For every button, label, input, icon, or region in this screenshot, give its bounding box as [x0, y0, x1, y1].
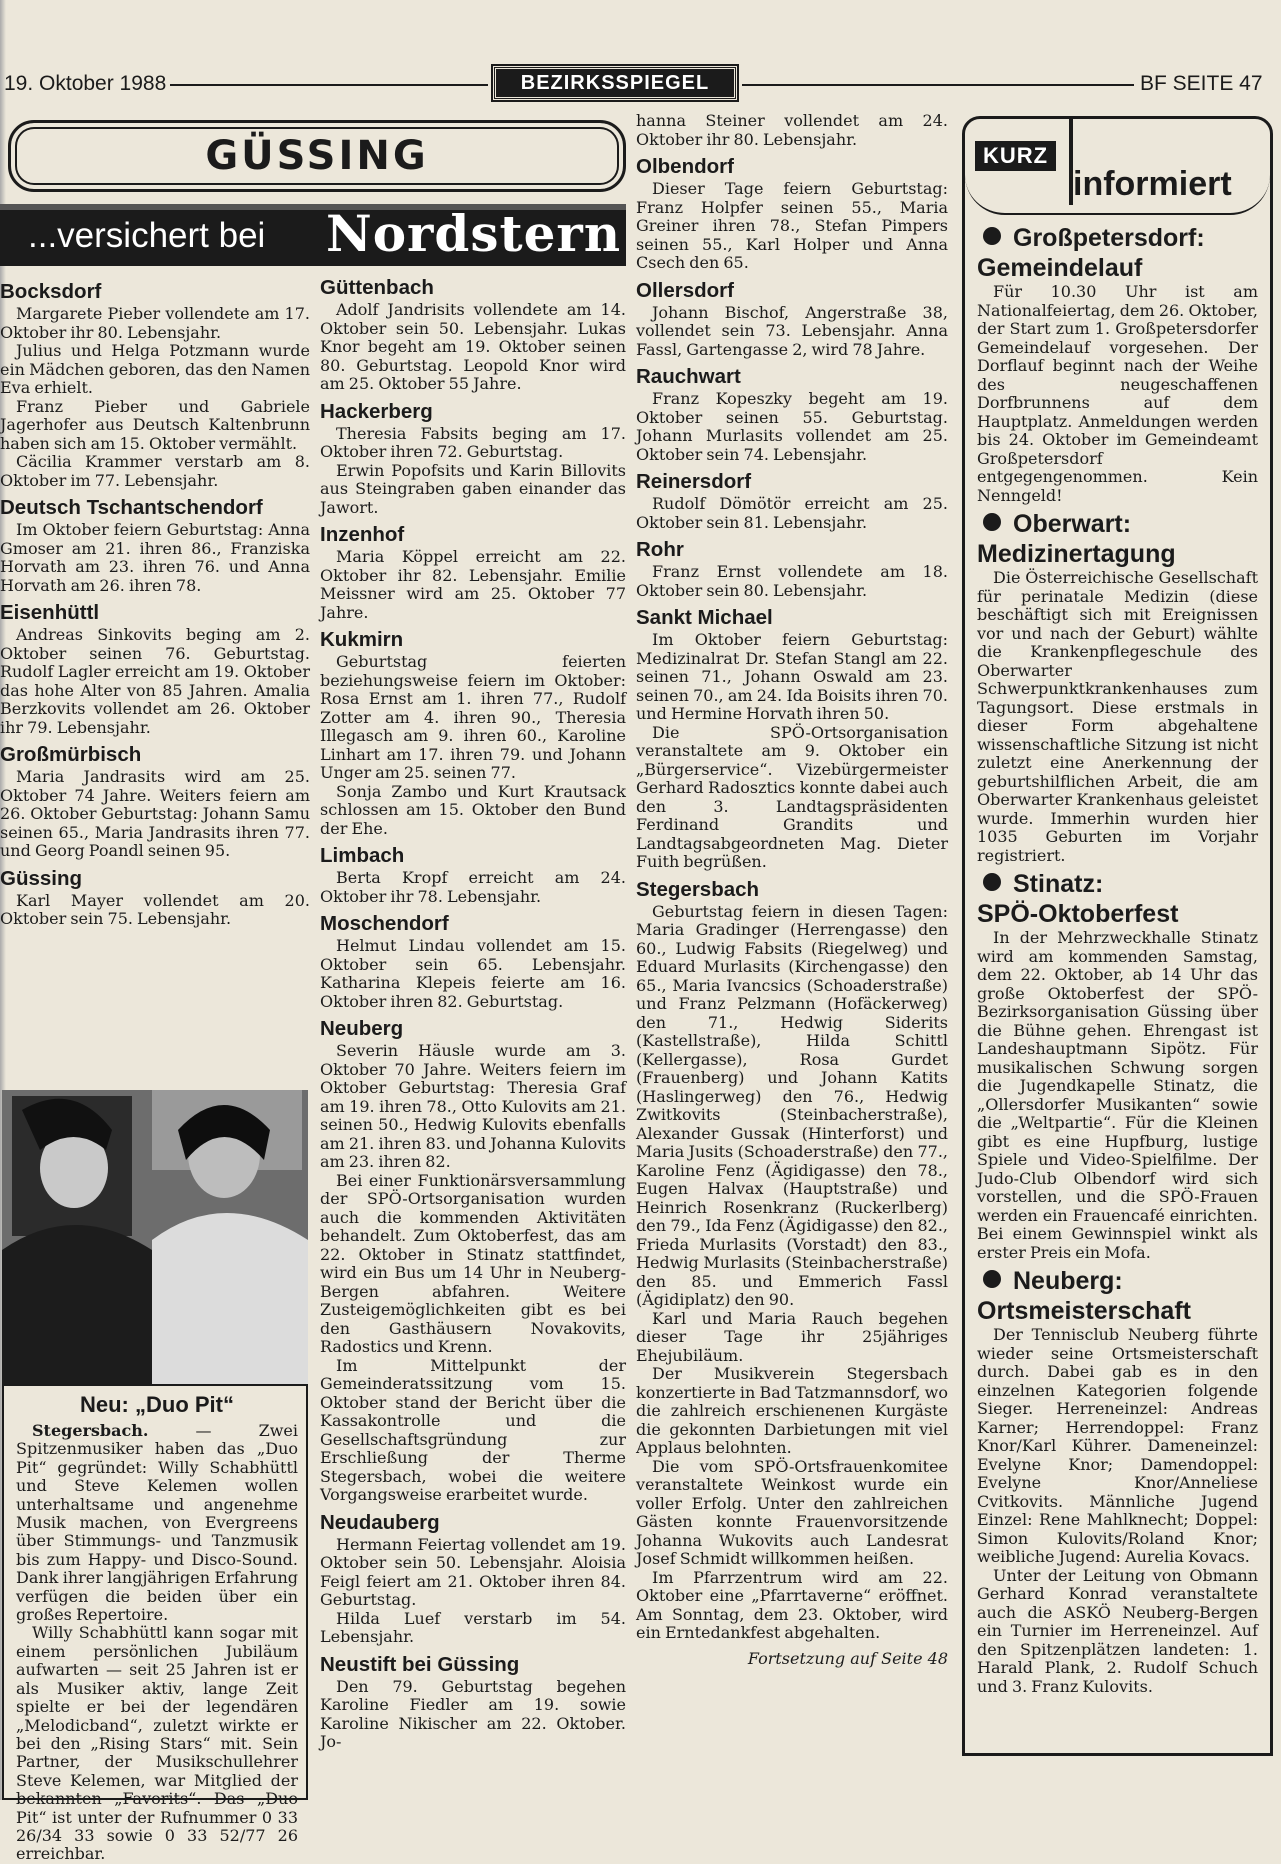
- kurz-item-topic: SPÖ-Oktoberfest: [977, 900, 1179, 928]
- kurz-item-heading: [977, 869, 1258, 929]
- rule: [170, 84, 488, 86]
- caption-paragraph: [16, 1422, 298, 1624]
- caption-dateline: Stegersbach.: [32, 1421, 149, 1440]
- article-paragraph: Severin Häusle wurde am 3. Oktober 70 Jahre. Weiters feiern im Oktober Geburtstag: Theresia Graf am 19. ihren 78., Otto Kulovits am 21. seinen 50., Hedwig Kulovits ebenfalls am 21. ihren 83. und Johanna Kulovits am 23. ihren 82.: [320, 1041, 626, 1171]
- kurz-item-heading: [977, 223, 1258, 283]
- kurz-informiert-column: [962, 116, 1273, 1756]
- kurz-item-topic: Medizinertagung: [977, 540, 1176, 568]
- kurz-title: informiert: [1073, 165, 1232, 203]
- column-1-articles: [0, 274, 310, 974]
- caption-paragraph: [16, 1624, 298, 1863]
- article-paragraph: Franz Kopeszky begeht am 19. Oktober seinen 55. Geburtstag. Johann Murlasits vollendet am 25. Oktober sein 74. Lebensjahr.: [636, 389, 948, 464]
- caption-text: — Zwei Spitzenmusiker haben das „Duo Pit“ gegründet: Willy Schabhüttl und Steve Kelemen wollen unterhaltsame und angenehme Musik machen, von Evergreens über Stimmungs- und Tanzmusik bis zum Happy- und Disco-Sound. Dank ihrer langjährigen Erfahrung verfügen die beiden über ein großes Repertoire.: [16, 1421, 298, 1625]
- article-paragraph: Cäcilia Krammer verstarb am 8. Oktober im 77. Lebensjahr.: [0, 452, 310, 490]
- column-2: [320, 270, 626, 1790]
- kurz-paragraph: Die Österreichische Gesellschaft für perinatale Medizin (diese beschäftigt sich mit Ereignissen vor und nach der Geburt) wählte die Krankenpflegeschule des Oberwarter Schwerpunktkrankenhauses zum Tagungsort. Diese erstmals in dieser Form abgehaltene wissenschaftliche Sitzung ist nicht zuletzt eine Anerkennung der geburtshilflichen Arbeit, die am Oberwarter Krankenhaus geleistet wurde. Immerhin wurden hier 1035 Geburten im Vorjahr registriert.: [977, 568, 1258, 865]
- kurz-paragraph: Der Tennisclub Neuberg führte wieder seine Ortsmeisterschaft durch. Dabei gab es in den einzelnen Kategorien folgende Sieger. Herreneinzel: Andreas Karner; Herrendoppel: Franz Knor/Karl Kührer. Dameneinzel: Evelyne Knor; Damendoppel: Evelyne Knor/Anneliese Cvitkovits. Männliche Jugend Einzel: Rene Mahlknecht; Doppel: Simon Kulovits/Roland Knor; weibliche Jugend: Aurelia Kovacs.: [977, 1325, 1258, 1566]
- bullet-icon: [983, 227, 1001, 245]
- article-heading: Ollersdorf: [636, 278, 734, 302]
- kurz-item-topic: Ortsmeisterschaft: [977, 1297, 1191, 1325]
- rule: [742, 84, 1134, 86]
- ad-lead: ...versichert bei: [28, 216, 266, 255]
- issue-date: 19. Oktober 1988: [4, 72, 167, 95]
- caption-text: Willy Schabhüttl kann sogar mit einem persönlichen Jubiläum aufwarten — seit 25 Jahren ist er als Musiker aktiv, lange Zeit spielte er bei der legendären „Melodicband“, zuletzt wirkte er bei den „Rising Stars“ mit. Sein Partner, der Musikschullehrer Steve Kelemen, war Mitglied der bekannten „Favorits“. Das „Duo Pit“ ist unter der Rufnummer 0 33 26/34 33 sowie 0 33 52/77 26 erreichbar.: [16, 1623, 298, 1864]
- kurz-header: [965, 119, 1270, 215]
- article-heading: Limbach: [320, 844, 405, 867]
- article-paragraph: Berta Kropf erreicht am 24. Oktober ihr 78. Lebensjahr.: [320, 868, 626, 906]
- article-heading: Stegersbach: [636, 877, 760, 901]
- article-heading: Olbendorf: [636, 155, 734, 178]
- article-heading: Hackerberg: [320, 399, 433, 423]
- town-title: GÜSSING: [205, 133, 429, 179]
- kurz-item-place: Neuberg:: [1013, 1267, 1123, 1295]
- kurz-body: [977, 223, 1258, 1696]
- photo-caption: [2, 1384, 308, 1864]
- article-paragraph: Sonja Zambo und Kurt Krautsack schlossen am 15. Oktober den Bund der Ehe.: [320, 781, 626, 838]
- article-paragraph: Franz Pieber und Gabriele Jagerhofer aus Deutsch Kaltenbrunn haben sich am 15. Oktober vermählt.: [0, 396, 310, 453]
- article-heading: Großmürbisch: [0, 743, 142, 766]
- kurz-paragraph: Für 10.30 Uhr ist am Nationalfeiertag, dem 26. Oktober, der Start zum 1. Großpetersdorfer Gemeindelauf vorgesehen. Der Dorflauf beginnt nach der Weihe des neugeschaffenen Dorfbrunnens auf dem Hauptplatz. Anmeldungen werden bis 24. Oktober im Gemeindeamt Großpetersdorf entgegengenommen. Kein Nenngeld!: [977, 282, 1258, 505]
- article-paragraph: Im Oktober feiern Geburtstag: Anna Gmoser am 21. ihren 86., Franziska Horvath am 23. ihren 76. und Anna Horvath am 26. ihren 78.: [0, 520, 310, 595]
- caption-body: [16, 1422, 298, 1864]
- article-paragraph: Hermann Feiertag vollendet am 19. Oktober sein 50. Lebensjahr. Aloisia Feigl feiert am 21. Oktober ihren 84. Geburtstag.: [320, 1534, 626, 1609]
- article-heading: Rohr: [636, 538, 684, 561]
- kurz-item-heading: [977, 1266, 1258, 1326]
- town-title-box: [8, 120, 626, 192]
- article-paragraph: Dieser Tage feiern Geburtstag: Franz Holpfer seinen 55., Maria Greiner ihren 78., Stefan Pimpers seinen 55., Karl Holper und Anna Csech den 65.: [636, 179, 948, 272]
- article-paragraph: Julius und Helga Potzmann wurde ein Mädchen geboren, das den Namen Eva erhielt.: [0, 341, 310, 397]
- article-paragraph: Bei einer Funktionärsversammlung der SPÖ-Ortsorganisation wurden auch die kommenden Aktivitäten behandelt. Zum Oktoberfest, das am 22. Oktober in Stinatz stattfindet, wird ein Bus um 14 Uhr in Neuberg-Bergen abfahren. Weitere Zusteigemöglichkeiten gibt es bei den Gasthäusern Novakovits, Radostics und Krenn.: [320, 1170, 626, 1356]
- duo-pit-photo: [2, 1090, 308, 1384]
- nordstern-ad: [0, 204, 626, 266]
- ad-brand: Nordstern: [326, 204, 622, 263]
- article-heading: Eisenhüttl: [0, 601, 100, 624]
- masthead: [0, 66, 1281, 106]
- article-heading: Inzenhof: [320, 523, 405, 546]
- bullet-icon: [983, 873, 1001, 891]
- article-paragraph: Geburtstag feiern in diesen Tagen: Maria Gradinger (Herrengasse) den 60., Ludwig Fabsits (Riegelweg) und Eduard Murlasits (Kirchengasse) den 65., Maria Ivancsics (Schoaderstraße) und Franz Pelzmann (Hofäckerweg) den 71., Hedwig Siderits (Kastellstraße), Hilda Schittl (Kellergasse), Rosa Gurdet (Frauenberg) und Johann Katits (Haslingerweg) den 76., Hedwig Zwitkovits (Steinbacherstraße), Alexander Gussak (Hinterforst) und Maria Jusits (Schoaderstraße) den 77., Karoline Fenz (Ägidigasse) den 78., Eugen Halvax (Hauptstraße) und Heinrich Rosenkranz (Ruckerlberg) den 79., Ida Fenz (Ägidigasse) den 82., Frieda Murlasits (Vorstadt) den 83., Hedwig Murlasits (Steinbacherstraße) den 85. und Emmerich Fassl (Ägidiplatz) den 90.: [636, 901, 948, 1309]
- bullet-icon: [983, 1270, 1001, 1288]
- photo-illustration: [2, 1090, 308, 1384]
- bullet-icon: [983, 513, 1001, 531]
- article-heading: Kukmirn: [320, 628, 404, 651]
- article-heading: Bocksdorf: [0, 280, 102, 303]
- kurz-informiert-box: [962, 116, 1273, 1756]
- article-paragraph: Helmut Lindau vollendet am 15. Oktober sein 65. Lebensjahr. Katharina Klepeis feierte am 16. Oktober ihren 82. Geburtstag.: [320, 936, 626, 1011]
- article-paragraph: Adolf Jandrisits vollendete am 14. Oktober sein 50. Lebensjahr. Lukas Knor begeht am 19. Oktober seinen 80. Geburtstag. Leopold Knor wird am 25. Oktober 55 Jahre.: [320, 300, 626, 393]
- page-number: BF SEITE 47: [1140, 72, 1263, 95]
- article-paragraph: Im Pfarrzentrum wird am 22. Oktober eine „Pfarrtaverne“ eröffnet. Am Sonntag, dem 23. Oktober, wird ein Erntedankfest abgehalten.: [636, 1567, 948, 1642]
- article-heading: Neuberg: [320, 1017, 404, 1040]
- article-paragraph: Geburtstag feierten beziehungsweise feiern im Oktober: Rosa Ernst am 1. ihren 77., Rudolf Zotter am 4. ihren 90., Theresia Illegasch am 9. ihren 60., Karoline Linhart am 17. ihren 79. und Johann Unger am 25. seinen 77.: [320, 652, 626, 782]
- kurz-paragraph: In der Mehrzweckhalle Stinatz wird am kommenden Samstag, dem 22. Oktober, ab 14 Uhr das große Oktoberfest der SPÖ-Bezirksorganisation Güssing über die Bühne gehen. Ehrengast ist Landeshauptmann Sipötz. Für musikalischen Schwung sorgen die Jugendkapelle Stinatz, die „Ollersdorfer Musikanten“ sowie die „Weltpartie“. Für die Kleinen gibt es eine Hupfburg, lustige Spiele und Video-Spielfilme. Der Judo-Club Olbendorf wird sich vorstellen, und die SPÖ-Frauen werden ein Frauencafé einrichten. Bei einem Gewinnspiel winkt als erster Preis ein Mofa.: [977, 928, 1258, 1262]
- kurz-item-place: Oberwart:: [1013, 510, 1132, 538]
- article-paragraph: Franz Ernst vollendete am 18. Oktober sein 80. Lebensjahr.: [636, 562, 948, 600]
- article-paragraph: hanna Steiner vollendet am 24. Oktober ihr 80. Lebensjahr.: [636, 111, 948, 149]
- caption-title: Neu: „Duo Pit“: [80, 1392, 234, 1417]
- article-paragraph: Den 79. Geburtstag begehen Karoline Fiedler am 19. sowie Karoline Nikischer am 22. Oktober. Jo-: [320, 1676, 626, 1751]
- section-title: BEZIRKSSPIEGEL: [493, 66, 737, 100]
- kurz-paragraph: Unter der Leitung von Obmann Gerhard Konrad veranstaltete auch die ASKÖ Neuberg-Bergen ein Turnier im Herreneinzel. Auf den Spitzenplätzen landeten: 1. Harald Plank, 2. Rudolf Schuch und 3. Franz Kulovits.: [977, 1565, 1258, 1696]
- article-paragraph: Theresia Fabsits beging am 17. Oktober ihren 72. Geburtstag.: [320, 423, 626, 461]
- article-heading: Sankt Michael: [636, 606, 773, 629]
- article-paragraph: Die SPÖ-Ortsorganisation veranstaltete am 9. Oktober ein „Bürgerservice“. Vizebürgermeister Gerhard Radosztics konnte dabei auch den 3. Landtagspräsidenten Ferdinand Grandits und Landtagsabgeordneten Mag. Dieter Fuith begrüßen.: [636, 722, 948, 871]
- article-paragraph: Maria Jandrasits wird am 25. Oktober 74 Jahre. Weiters feiern am 26. Oktober Geburtstag: Johann Samu seinen 65., Maria Jandrasits ihren 77. und Georg Poandl seinen 95.: [0, 767, 310, 860]
- article-heading: Güssing: [0, 866, 83, 890]
- article-paragraph: Johann Bischof, Angerstraße 38, vollendet sein 73. Lebensjahr. Anna Fassl, Gartengasse 2, wird 78 Jahre.: [636, 302, 948, 359]
- article-heading: Neudauberg: [320, 1510, 440, 1534]
- kurz-label: KURZ: [975, 141, 1056, 171]
- kurz-item-place: Großpetersdorf:: [1013, 224, 1205, 252]
- continued-note: Fortsetzung auf Seite 48: [747, 1648, 948, 1668]
- article-paragraph: Margarete Pieber vollendete am 17. Oktober ihr 80. Lebensjahr.: [0, 304, 310, 342]
- article-heading: Moschendorf: [320, 912, 449, 935]
- kurz-item-heading: [977, 509, 1258, 569]
- article-paragraph: Die vom SPÖ-Ortsfrauenkomitee veranstaltete Weinkost wurde ein voller Erfolg. Unter den zahlreichen Gästen konnte Frauenvorsitzende Johanna Wukovits auch Landesrat Josef Schmidt willkommen heißen.: [636, 1456, 948, 1568]
- kurz-item-place: Stinatz:: [1013, 870, 1104, 898]
- article-heading: Güttenbach: [320, 276, 434, 299]
- article-paragraph: Karl und Maria Rauch begehen dieser Tage ihr 25jähriges Ehejubiläum.: [636, 1308, 948, 1365]
- article-heading: Rauchwart: [636, 365, 741, 388]
- article-paragraph: Andreas Sinkovits beging am 2. Oktober seinen 76. Geburtstag. Rudolf Lagler erreicht am 19. Oktober das hohe Alter von 85 Jahren. Amalia Berzkovits vollendet am 26. Oktober ihr 79. Lebensjahr.: [0, 625, 310, 737]
- article-paragraph: Karl Mayer vollendet am 20. Oktober sein 75. Lebensjahr.: [0, 890, 310, 928]
- article-heading: Neustift bei Güssing: [320, 1652, 520, 1676]
- article-paragraph: Im Oktober feiern Geburtstag: Medizinalrat Dr. Stefan Stangl am 22. seinen 71., Johann Oswald am 23. seinen 70., am 24. Ida Boisits ihren 70. und Hermine Horvath ihren 50.: [636, 630, 948, 723]
- kurz-item-topic: Gemeindelauf: [977, 254, 1143, 282]
- article-heading: Reinersdorf: [636, 470, 752, 493]
- article-heading: Deutsch Tschantschendorf: [0, 496, 263, 519]
- column-3: [636, 112, 948, 1780]
- article-paragraph: Rudolf Dömötör erreicht am 25. Oktober sein 81. Lebensjahr.: [636, 494, 948, 532]
- article-paragraph: Erwin Popofsits und Karin Billovits aus Steingraben gaben einander das Jawort.: [320, 460, 626, 517]
- article-paragraph: Im Mittelpunkt der Gemeinderatssitzung vom 15. Oktober stand der Bericht über die Kassakontrolle und die Gesellschaftsgründung zur Erschließung der Therme Stegersbach, wobei die weitere Vorgangsweise erarbeitet wurde.: [320, 1355, 626, 1504]
- article-paragraph: Hilda Luef verstarb im 54. Lebensjahr.: [320, 1608, 626, 1646]
- article-paragraph: Der Musikverein Stegersbach konzertierte in Bad Tatzmannsdorf, wo die zahlreich erschienenen Kurgäste die gekonnten Darbietungen mit viel Applaus belohnten.: [636, 1364, 948, 1457]
- article-paragraph: Maria Köppel erreicht am 22. Oktober ihr 82. Lebensjahr. Emilie Meissner wird am 25. Oktober 77 Jahre.: [320, 547, 626, 622]
